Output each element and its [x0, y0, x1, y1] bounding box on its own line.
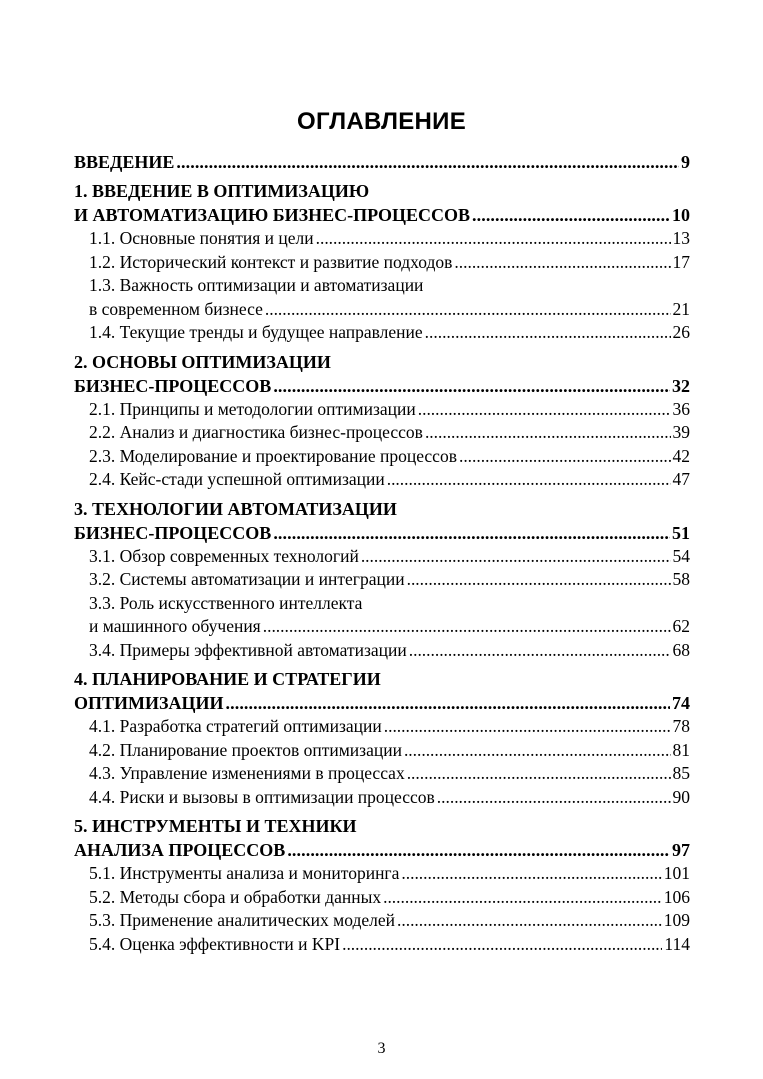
- dot-leader: [176, 150, 679, 174]
- dot-leader: [404, 739, 671, 763]
- toc-entry-title: 2.1. Принципы и методологии оптимизации: [89, 398, 416, 419]
- toc-section-entry[interactable]: [74, 321, 690, 345]
- toc-page-number: 36: [672, 398, 690, 419]
- toc-entry-title: ВВЕДЕНИЕ: [74, 152, 175, 172]
- toc-section-entry[interactable]: [74, 715, 690, 739]
- toc-page-number: 17: [672, 251, 690, 272]
- toc-entry-title: БИЗНЕС-ПРОЦЕССОВ: [74, 375, 272, 396]
- toc-section-entry[interactable]: [74, 933, 690, 957]
- toc-section-entry[interactable]: [74, 251, 690, 275]
- toc-entry-title: 5.2. Методы сбора и обработки данных: [89, 886, 382, 907]
- page-number: 3: [377, 1040, 386, 1057]
- toc-entry-title: 3.3. Роль искусственного интеллекта: [89, 592, 363, 613]
- toc-page-number: 10: [672, 205, 690, 225]
- toc-entry-title: 4.2. Планирование проектов оптимизации: [89, 739, 402, 760]
- dot-leader: [273, 521, 670, 545]
- dot-leader: [287, 838, 670, 862]
- toc-entry-title: 1.3. Важность оптимизации и автоматизации: [89, 275, 424, 295]
- dot-leader: [384, 715, 671, 739]
- toc-section-entry[interactable]: [74, 886, 690, 910]
- toc-page-number: 74: [672, 693, 690, 713]
- toc-entry-title: 4.4. Риски и вызовы в оптимизации процессов: [89, 786, 435, 807]
- toc-page-number: 26: [672, 322, 690, 342]
- toc-section-entry[interactable]: [74, 421, 690, 445]
- toc-section-entry[interactable]: [74, 786, 690, 810]
- dot-leader: [459, 445, 671, 469]
- dot-leader: [407, 568, 671, 592]
- dot-leader: [454, 251, 670, 275]
- toc-page-number: 90: [672, 786, 690, 807]
- toc-page-number: 62: [672, 616, 690, 636]
- toc-section-entry[interactable]: [74, 398, 690, 422]
- toc-chapter-entry[interactable]: [74, 814, 690, 862]
- toc-page-number: 78: [672, 716, 690, 736]
- dot-leader: [409, 639, 671, 663]
- toc-chapter-entry[interactable]: [74, 667, 690, 715]
- toc-section-entry[interactable]: [74, 762, 690, 786]
- page-title: ОГЛАВЛЕНИЕ: [296, 108, 467, 135]
- toc-section-entry[interactable]: [74, 639, 690, 663]
- dot-leader: [342, 933, 662, 957]
- toc-entry-title: 4.1. Разработка стратегий оптимизации: [89, 716, 382, 736]
- dot-leader: [361, 545, 671, 569]
- dot-leader: [401, 862, 661, 886]
- toc-entry-title: 3.2. Системы автоматизации и интеграции: [89, 569, 405, 589]
- toc-entry-title: 5.1. Инструменты анализа и мониторинга: [89, 863, 400, 883]
- toc-entry-title: 1.2. Исторический контекст и развитие подходов: [89, 251, 453, 272]
- toc-section-entry[interactable]: [74, 592, 690, 639]
- toc-entry-title: 5.4. Оценка эффективности и KPI: [89, 933, 341, 954]
- toc-entry-title: ОПТИМИЗАЦИИ: [74, 693, 224, 713]
- toc-entry-title: 3.1. Обзор современных технологий: [89, 545, 359, 566]
- toc-section-entry[interactable]: [74, 468, 690, 492]
- dot-leader: [265, 298, 671, 322]
- toc-page-number: 21: [672, 298, 690, 319]
- toc-page-number: 97: [672, 840, 690, 860]
- toc-page-number: 47: [672, 469, 690, 489]
- dot-leader: [425, 321, 671, 345]
- toc-section-entry[interactable]: [74, 739, 690, 763]
- toc-entry-title: БИЗНЕС-ПРОЦЕССОВ: [74, 522, 272, 543]
- toc-section-entry[interactable]: [74, 568, 690, 592]
- toc-page-number: 54: [672, 545, 690, 566]
- toc-entry-title: 1. ВВЕДЕНИЕ В ОПТИМИЗАЦИЮ: [74, 181, 370, 201]
- toc-page-number: 51: [672, 522, 690, 543]
- toc-page-number: 9: [681, 152, 690, 172]
- toc-page-number: 13: [672, 228, 690, 248]
- toc-entry-title: в современном бизнесе: [89, 298, 263, 319]
- toc-section-entry[interactable]: [74, 274, 690, 321]
- toc-page-number: 32: [672, 375, 690, 396]
- toc-entry-title: 5. ИНСТРУМЕНТЫ И ТЕХНИКИ: [74, 816, 357, 836]
- toc-entry-title: АНАЛИЗА ПРОЦЕССОВ: [74, 840, 286, 860]
- toc-entry-title: 3.4. Примеры эффективной автоматизации: [89, 639, 407, 660]
- dot-leader: [273, 374, 670, 398]
- toc-page-number: 101: [663, 863, 690, 883]
- toc-entry-title: 2.2. Анализ и диагностика бизнес-процессов: [89, 422, 423, 442]
- toc-entry-title: 3. ТЕХНОЛОГИИ АВТОМАТИЗАЦИИ: [74, 498, 397, 519]
- toc-entry-title: 4. ПЛАНИРОВАНИЕ И СТРАТЕГИИ: [74, 669, 381, 689]
- toc-entry-title: 1.4. Текущие тренды и будущее направление: [89, 322, 423, 342]
- toc-page-number: 42: [672, 445, 690, 466]
- dot-leader: [407, 762, 671, 786]
- toc-section-entry[interactable]: [74, 545, 690, 569]
- toc-entry-title: и машинного обучения: [89, 616, 261, 636]
- dot-leader: [263, 615, 671, 639]
- toc-entry-title: 2. ОСНОВЫ ОПТИМИЗАЦИИ: [74, 351, 331, 372]
- toc-entry-title: И АВТОМАТИЗАЦИЮ БИЗНЕС-ПРОЦЕССОВ: [74, 205, 471, 225]
- toc-entry-title: 4.3. Управление изменениями в процессах: [89, 763, 405, 783]
- toc-entry-title: 2.3. Моделирование и проектирование процессов: [89, 445, 457, 466]
- dot-leader: [383, 886, 662, 910]
- toc-page-number: 114: [664, 933, 690, 954]
- toc-entry-title: 5.3. Применение аналитических моделей: [89, 910, 396, 930]
- toc-entry-title: 2.4. Кейс-стади успешной оптимизации: [89, 469, 385, 489]
- table-of-contents: [74, 150, 690, 956]
- toc-page-number: 58: [672, 569, 690, 589]
- toc-chapter-entry[interactable]: [74, 350, 690, 398]
- toc-section-entry[interactable]: [74, 445, 690, 469]
- toc-page-number: 85: [672, 763, 690, 783]
- dot-leader: [425, 421, 671, 445]
- toc-section-entry[interactable]: [74, 862, 690, 886]
- toc-page-number: 106: [663, 886, 690, 907]
- toc-page-number: 68: [672, 639, 690, 660]
- dot-leader: [472, 203, 670, 227]
- toc-chapter-entry[interactable]: [74, 179, 690, 227]
- dot-leader: [418, 398, 671, 422]
- toc-section-entry[interactable]: [74, 909, 690, 933]
- toc-entry-title: 1.1. Основные понятия и цели: [89, 228, 314, 248]
- toc-page-number: 39: [672, 422, 690, 442]
- toc-section-entry[interactable]: [74, 227, 690, 251]
- dot-leader: [397, 909, 662, 933]
- dot-leader: [226, 691, 670, 715]
- dot-leader: [316, 227, 671, 251]
- toc-chapter-entry[interactable]: [74, 497, 690, 545]
- toc-page-number: 81: [672, 739, 690, 760]
- dot-leader: [437, 786, 671, 810]
- dot-leader: [387, 468, 671, 492]
- toc-page-number: 109: [663, 910, 690, 930]
- toc-chapter-entry[interactable]: [74, 150, 690, 174]
